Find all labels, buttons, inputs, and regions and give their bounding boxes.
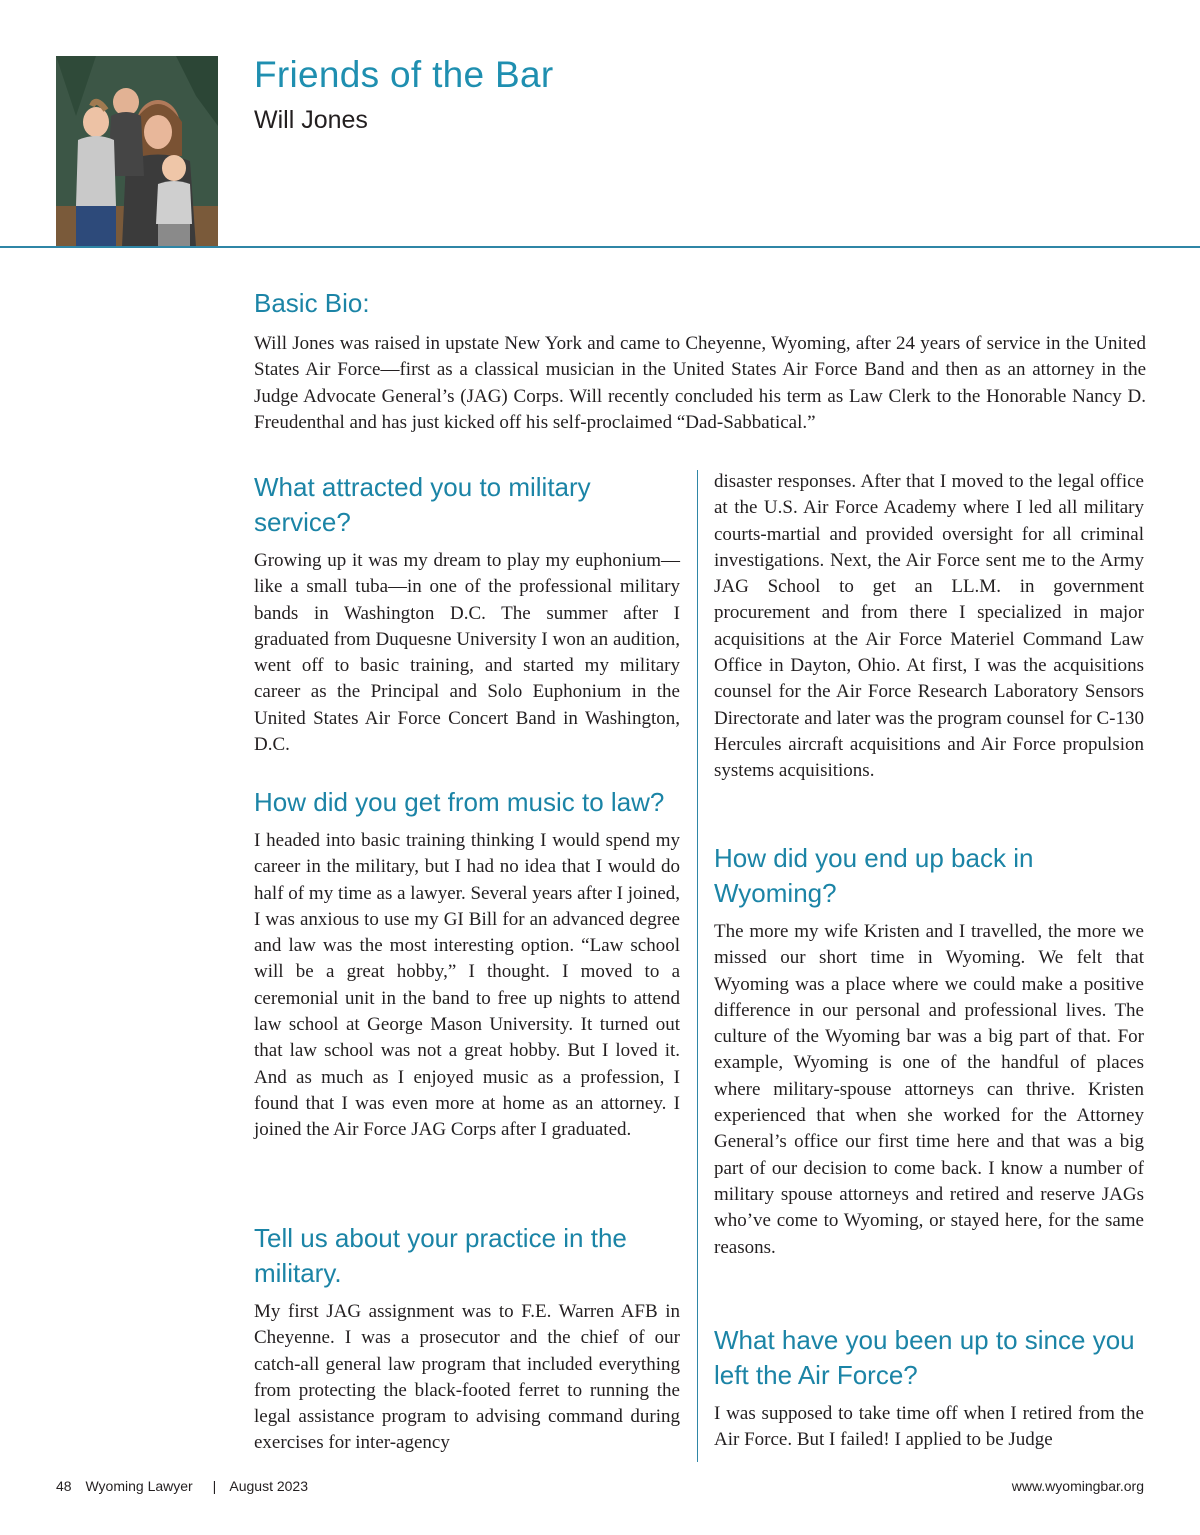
answer-text: The more my wife Kristen and I travelled, the more we missed our short time in Wyoming. We felt that Wyoming was a place where we could make a positive difference in our personal and professional lives. The culture of the Wyoming bar was a big part of that. For example, Wyoming is one of the handful of places where military-spouse attorneys can thrive. Kristen experienced that when she worked for the Attorney General’s office our first time here and that was a big part of our decision to come back. I know a number of military spouse attorneys and retired and reserve JAGs who’ve come to Wyoming, or stayed here, for the same reasons. <box>714 921 1144 1258</box>
footer-separator: | <box>212 1478 217 1494</box>
family-photo-illustration <box>56 56 218 247</box>
answer-text-continued: disaster responses. After that I moved to the legal office at the U.S. Air Force Academy where I led all military courts-martial and provided oversight for all criminal investigations. Next, the Air Force sent me to the Army JAG School to get an LL.M. in government procurement and from there I specialized in major acquisitions at the Air Force Materiel Command Law Office in Dayton, Ohio. At first, I was the acquisitions counsel for the Air Force Research Laboratory Sensors Directorate and later was the program counsel for C-130 Hercules aircraft acquisitions and Air Force propulsion systems acquisitions. <box>714 471 1144 782</box>
question-heading: What attracted you to military service? <box>254 472 591 537</box>
section-military-practice-continued <box>714 469 1144 785</box>
author-name: Will Jones <box>254 106 368 134</box>
header-divider <box>0 246 1200 248</box>
bio-heading: Basic Bio: <box>254 288 370 318</box>
website-link[interactable]: www.wyomingbar.org <box>1011 1478 1144 1494</box>
answer-text: I headed into basic training thinking I would spend my career in the military, but I had no idea that I would do half of my time as a lawyer. Several years after I joined, I was anxious to use my GI Bill for an advanced degree and law was the most interesting option. “Law school will be a great hobby,” I thought. I moved to a ceremonial unit in the band to free up nights to attend law school at George Mason University. It turned out that law school was not a great hobby. But I loved it. And as much as I enjoyed music as a profession, I found that I was even more at home as an attorney. I joined the Air Force JAG Corps after I graduated. <box>254 830 680 1141</box>
section-back-in-wyoming <box>714 841 1144 1261</box>
question-heading: What have you been up to since you left the Air Force? <box>714 1325 1135 1390</box>
section-military-practice <box>254 1221 680 1457</box>
department-title: Friends of the Bar <box>254 54 554 95</box>
question-heading: Tell us about your practice in the military. <box>254 1223 627 1288</box>
question-heading: How did you end up back in Wyoming? <box>714 843 1034 908</box>
footer-publication-info <box>56 1478 318 1494</box>
question-heading: How did you get from music to law? <box>254 787 665 817</box>
issue-date: August 2023 <box>229 1478 308 1494</box>
page-footer <box>56 1478 1144 1498</box>
publication-name: Wyoming Lawyer <box>85 1478 193 1494</box>
basic-bio-section <box>254 286 1146 436</box>
bio-text: Will Jones was raised in upstate New York and came to Cheyenne, Wyoming, after 24 years of service in the United States Air Force—first as a classical musician in the United States Air Force Band and then as an attorney in the Judge Advocate General’s (JAG) Corps. Will recently concluded his term as Law Clerk to the Honorable Nancy D. Freudenthal and has just kicked off his self-proclaimed “Dad-Sabbatical.” <box>254 333 1146 433</box>
section-music-to-law <box>254 785 680 1144</box>
section-since-air-force <box>714 1323 1144 1454</box>
answer-text: Growing up it was my dream to play my euphonium—like a small tuba—in one of the professional military bands in Washington D.C. The summer after I graduated from Duquesne University I won an audition, went off to basic training, and started my military career as the Principal and Solo Euphonium in the United States Air Force Concert Band in Washington, D.C. <box>254 550 680 756</box>
page-number: 48 <box>56 1478 72 1494</box>
answer-text: I was supposed to take time off when I retired from the Air Force. But I failed! I applied to be Judge <box>714 1403 1144 1451</box>
section-military-service <box>254 470 680 758</box>
answer-text: My first JAG assignment was to F.E. Warren AFB in Cheyenne. I was a prosecutor and the chief of our catch-all general law program that included everything from protecting the black-footed ferret to running the legal assistance program to advising command during exercises for inter-agency <box>254 1301 680 1454</box>
author-family-photo <box>56 56 218 247</box>
column-divider <box>697 470 698 1462</box>
